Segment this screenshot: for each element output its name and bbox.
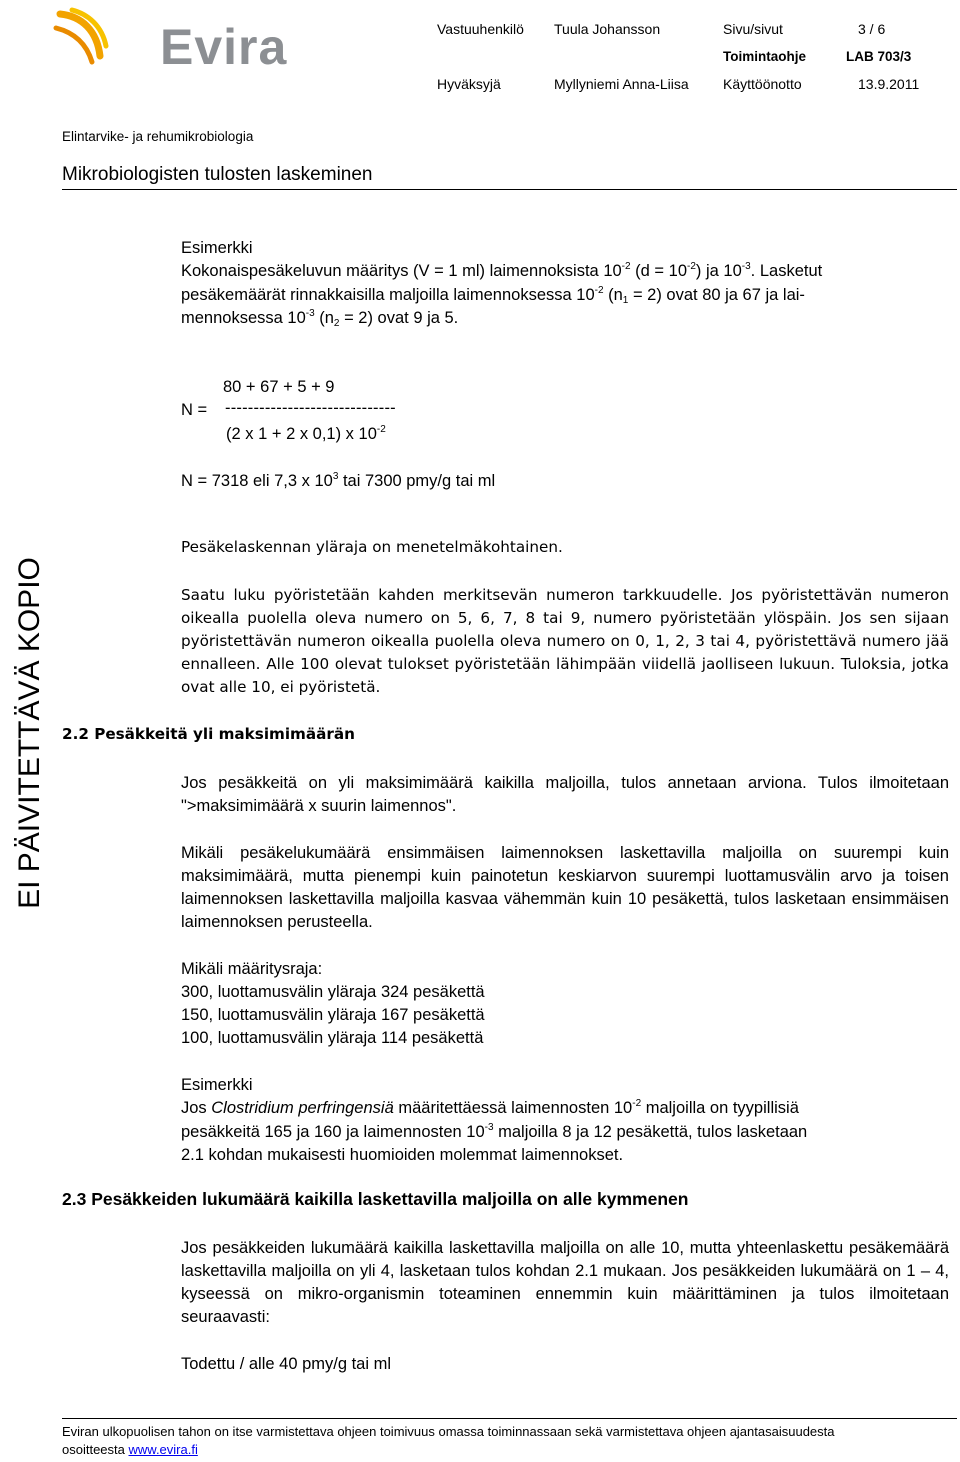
formula-result: N = 7318 eli 7,3 x $10^3$ tai 7300 pmy/g tai ml (181, 471, 496, 490)
example-2-line-3: 2.1 kohdan mukaisesti huomioiden molemmat laimennokset. (181, 1146, 624, 1164)
limit-item: 300, luottamusvälin yläraja 324 pesäkettä (181, 983, 485, 1001)
deploy-label: Käyttöönotto (723, 76, 802, 92)
footer-divider (62, 1418, 957, 1419)
approved-name: Myllyniemi Anna-Liisa (554, 76, 689, 92)
approved-label: Hyväksyjä (437, 76, 501, 92)
page-title: Mikrobiologisten tulosten laskeminen (62, 164, 373, 185)
evira-logo (52, 6, 297, 78)
example-2-line-2: pesäkkeitä 165 ja 160 ja laimennosten $10^{-3}$ maljoilla 8 ja 12 pesäkettä, tulos lasketaan (181, 1122, 808, 1141)
section-2-2-paragraph-1: Jos pesäkkeitä on yli maksimimäärä kaikilla maljoilla, tulos annetaan arviona. Tulos ilmoitetaan ">maksimimäärä x suurin laimennos". (181, 774, 949, 815)
wheat-icon (52, 6, 112, 66)
logo-wordmark: Evira (160, 19, 288, 75)
header-divider (62, 189, 957, 190)
example-line-1: Kokonaispesäkeluvun määritys (V = 1 ml) laimennoksista $10^{-2}$ $(d = 10^{-2})$ ja $10^{-3}$. Lasketut (181, 261, 823, 280)
responsible-label: Vastuuhenkilö (437, 21, 524, 37)
example-line-2: pesäkemäärät rinnakkaisilla maljoilla laimennoksessa $10^{-2}$ $(n_1 = 2)$ ovat 80 ja 67 ja lai- (181, 285, 805, 306)
section-2-3-paragraph: Jos pesäkkeiden lukumäärä kaikilla laskettavilla maljoilla on alle 10, mutta yhteenlaskettu pesäkemäärä laskettavilla maljoilla on yli 4, lasketaan tulos kohdan 2.1 mukaan. Jos pesäkkeiden lukumäärä on 1 – 4, kyseessä on mikro-organismin toteaminen ennemmin kuin määrittäminen ja tulos ilmoitetaan seuraavasti: (181, 1239, 949, 1326)
formula-bar: ------------------------------ (225, 399, 396, 417)
rounding-title: Pesäkelaskennan yläraja on menetelmäkohtainen. (181, 538, 563, 556)
section-2-3-heading: 2.3 Pesäkkeiden lukumäärä kaikilla laskettavilla maljoilla on alle kymmenen (62, 1189, 689, 1209)
evira-link[interactable]: www.evira.fi (128, 1442, 198, 1457)
limits-label: Mikäli määritysraja: (181, 960, 323, 978)
limit-item: 150, luottamusvälin yläraja 167 pesäkettä (181, 1006, 485, 1024)
deploy-date: 13.9.2011 (858, 76, 920, 92)
page-number: 3 / 6 (858, 21, 886, 37)
doc-type: Toimintaohje (723, 49, 806, 64)
example-2-line-1: Jos Clostridium perfringensiä määritettäessä laimennosten $10^{-2}$ maljoilla on tyypillisiä (181, 1098, 799, 1117)
section-2-2-heading: 2.2 Pesäkkeitä yli maksimimäärän (62, 725, 355, 743)
formula-denominator: (2 x 1 + 2 x 0,1) x $10^{-2}$ (226, 424, 386, 443)
doc-code: LAB 703/3 (846, 49, 912, 64)
rounding-text: Saatu luku pyöristetään kahden merkitsevän numeron tarkkuudelle. Jos pyöristettävän numeron oikealla puolella oleva numero on 5, 6, 7, 8 tai 9, numero pyöristetään ylöspäin. Jos sen sijaan pyöristettävän numeron oikealla puolella oleva numero on 0, 1, 2, 3 tai 4, pyöristettävä numero jää ennalleen. Alle 100 olevat tulokset pyöristetään lähimpään viidellä jaolliseen lukuun. Tuloksia, jotka ovat alle 10, ei pyöristetä. (181, 586, 949, 696)
section-2-2-paragraph-2: Mikäli pesäkelukumäärä ensimmäisen laimennoksen laskettavilla maljoilla on suurempi kuin maksimimäärä, mutta pienempi kuin painotetun keskiarvon suurempi luottamusvälin arvo ja toisen laimennoksen laskettavilla maljoilla kasvaa vähemmän kuin 10 pesäkettä, tulos lasketaan ensimmäisen laimennoksen perusteella. (181, 844, 949, 931)
formula-numerator: 80 + 67 + 5 + 9 (223, 378, 335, 396)
example-2-heading: Esimerkki (181, 1076, 253, 1094)
limit-item: 100, luottamusvälin yläraja 114 pesäkettä (181, 1029, 484, 1047)
example-heading: Esimerkki (181, 239, 253, 257)
footer-line-1: Eviran ulkopuolisen tahon on itse varmistettava ohjeen toimivuus omassa toiminnassaan sekä varmistettava ohjeen ajantasaisuudesta (62, 1424, 835, 1439)
section-2-3-result: Todettu / alle 40 pmy/g tai ml (181, 1355, 392, 1373)
formula-lhs: N = (181, 401, 208, 419)
footer-line-2: osoitteesta www.evira.fi (62, 1442, 198, 1457)
unit-name: Elintarvike- ja rehumikrobiologia (62, 129, 254, 144)
example-line-3: mennoksessa $10^{-3}$ $(n_2 = 2)$ ovat 9 ja 5. (181, 308, 459, 329)
responsible-name: Tuula Johansson (554, 21, 661, 37)
watermark: EI PÄIVITETTÄVÄ KOPIO (13, 557, 46, 909)
page-label: Sivu/sivut (723, 21, 783, 37)
